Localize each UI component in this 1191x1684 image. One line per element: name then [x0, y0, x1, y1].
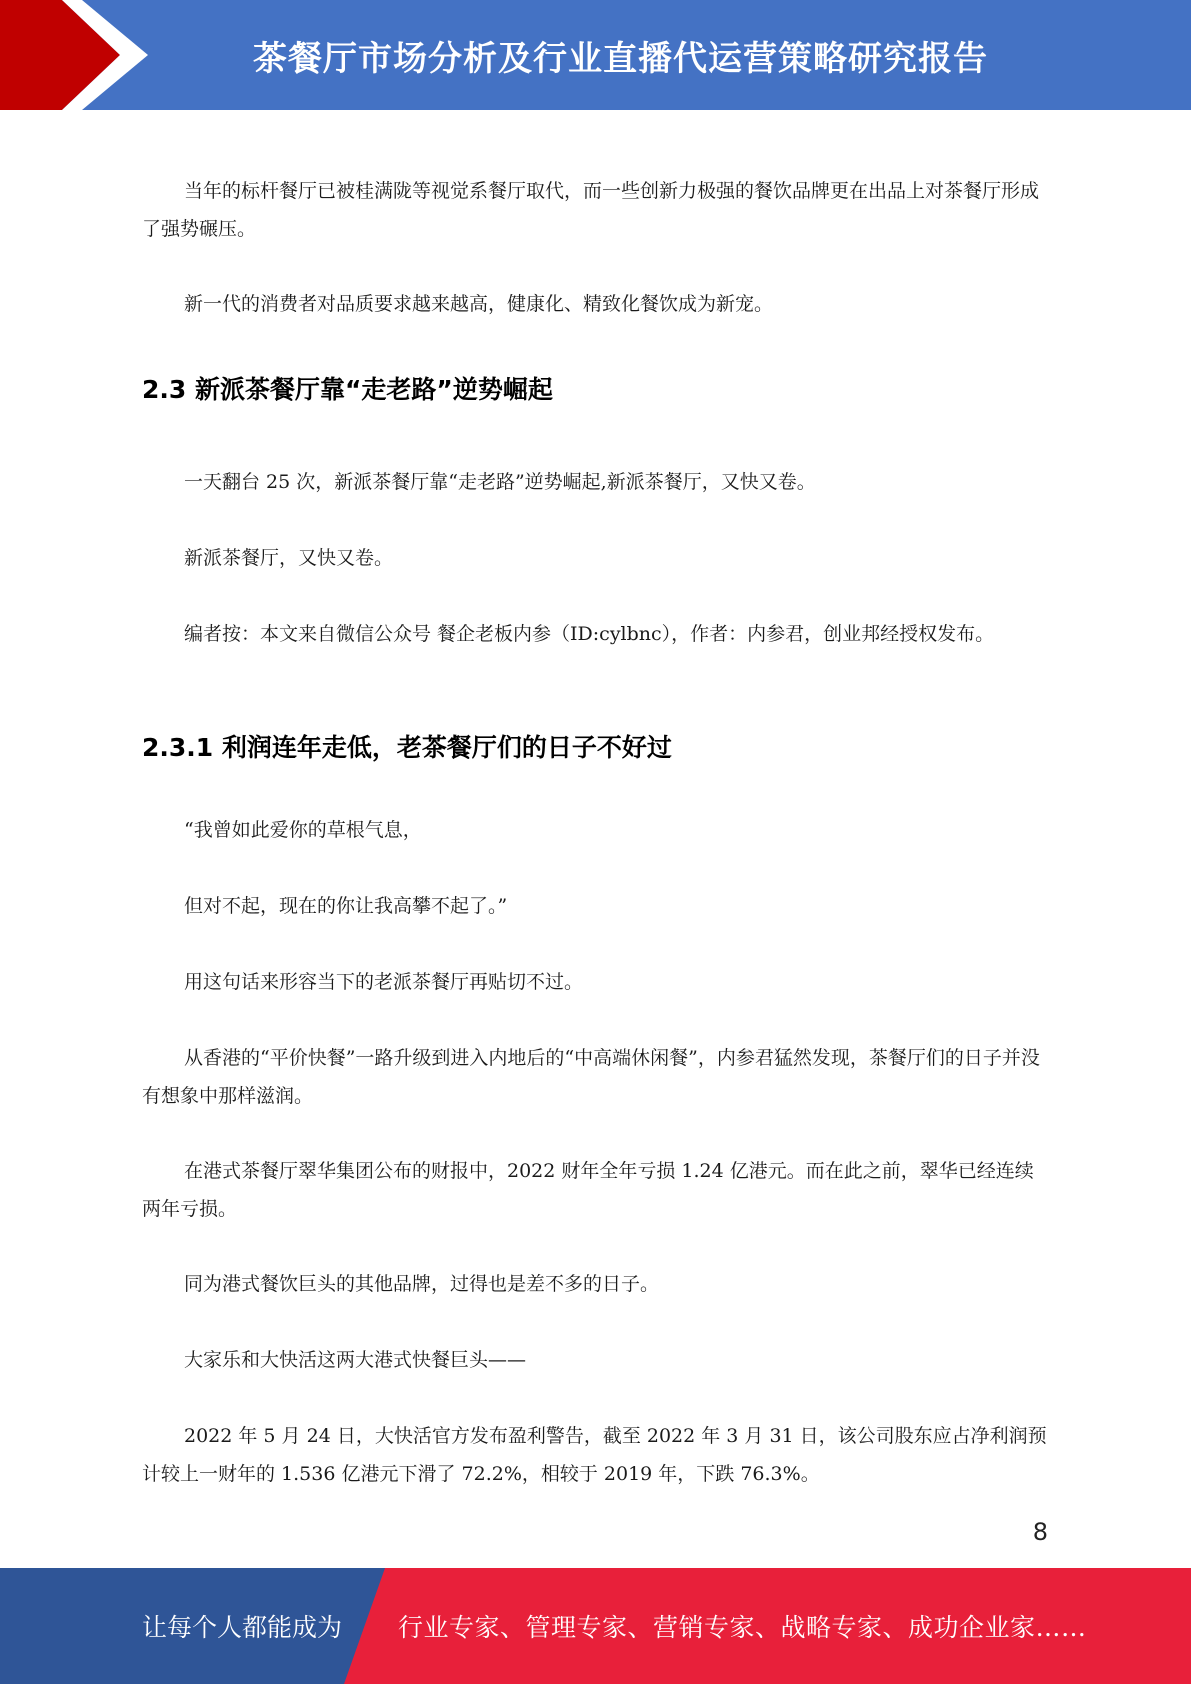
paragraph: 2022 年 5 月 24 日，大快活官方发布盈利警告，截至 2022 年 3 月 31 日，该公司股东应占净利润预计较上一财年的 1.536 亿港元下滑了 72.2%，相较于 2019 年，下跌 76.3%。	[142, 1425, 1047, 1485]
footer-bar	[0, 1568, 1191, 1684]
paragraph: “我曾如此爱你的草根气息，	[184, 819, 422, 841]
footer-slogan-left: 让每个人都能成为	[142, 1613, 343, 1642]
header-bar	[0, 0, 1191, 110]
header-title: 茶餐厅市场分析及行业直播代运营策略研究报告	[253, 38, 988, 79]
paragraph: 新一代的消费者对品质要求越来越高，健康化、精致化餐饮成为新宠。	[184, 293, 774, 315]
paragraph: 从香港的“平价快餐”一路升级到进入内地后的“中高端休闲餐”，内参君猛然发现，茶餐厅们的日子并没有想象中那样滋润。	[142, 1047, 1040, 1107]
paragraph: 同为港式餐饮巨头的其他品牌，过得也是差不多的日子。	[184, 1273, 660, 1295]
subsection-heading: 2.3.1 利润连年走低，老茶餐厅们的日子不好过	[142, 733, 672, 762]
page-number: 8	[1032, 1518, 1048, 1546]
paragraph: 新派茶餐厅，又快又卷。	[184, 547, 394, 569]
section-heading: 2.3 新派茶餐厅靠“走老路”逆势崛起	[142, 375, 553, 404]
paragraph: 在港式茶餐厅翠华集团公布的财报中，2022 财年全年亏损 1.24 亿港元。而在此之前，翠华已经连续两年亏损。	[142, 1160, 1034, 1220]
paragraph: 用这句话来形容当下的老派茶餐厅再贴切不过。	[184, 971, 584, 993]
paragraph: 当年的标杆餐厅已被桂满陇等视觉系餐厅取代，而一些创新力极强的餐饮品牌更在出品上对茶餐厅形成了强势碾压。	[142, 180, 1040, 240]
paragraph: 但对不起，现在的你让我高攀不起了。”	[184, 895, 508, 917]
footer-slogan-right: 行业专家、管理专家、营销专家、战略专家、成功企业家……	[398, 1613, 1087, 1642]
paragraph: 一天翻台 25 次，新派茶餐厅靠“走老路”逆势崛起,新派茶餐厅，又快又卷。	[184, 471, 816, 493]
paragraph: 大家乐和大快活这两大港式快餐巨头——	[184, 1349, 527, 1371]
paragraph: 编者按：本文来自微信公众号 餐企老板内参（ID:cylbnc），作者：内参君，创业邦经授权发布。	[184, 623, 995, 645]
